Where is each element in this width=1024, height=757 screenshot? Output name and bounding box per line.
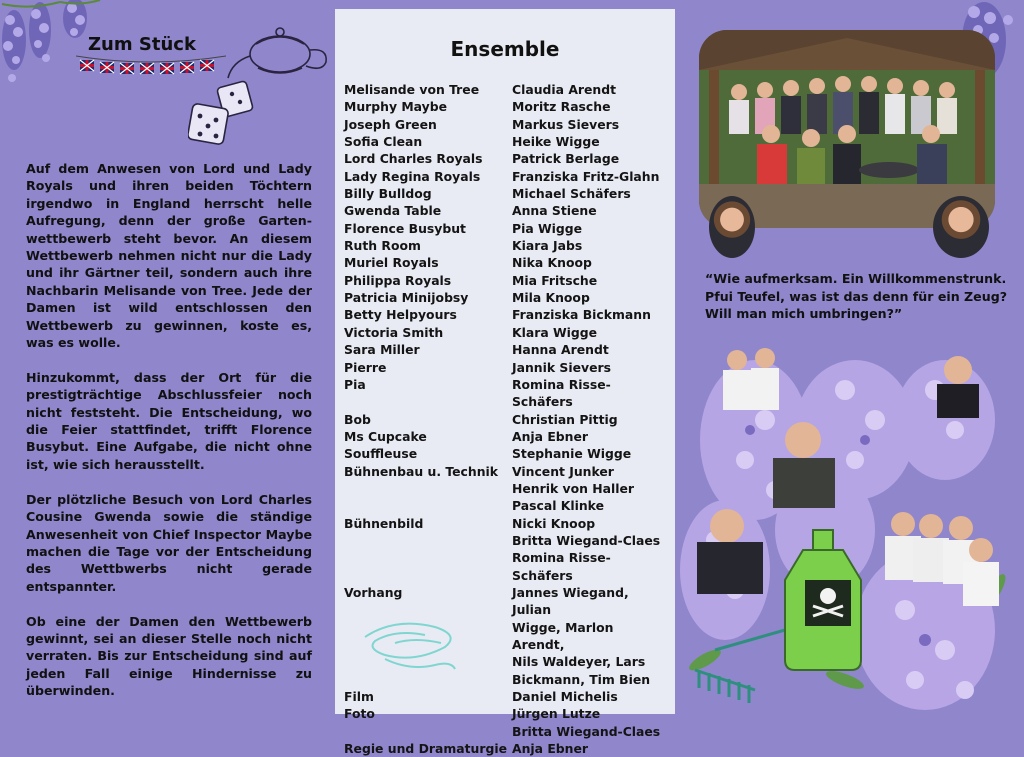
ensemble-row (344, 549, 662, 584)
ensemble-row (344, 168, 662, 185)
actor-name: Hanna Arendt (512, 342, 609, 358)
role-name: Florence Busybut (344, 220, 466, 236)
role-name: Philippa Royals (344, 272, 452, 288)
role-name: Patricia Minijobsy (344, 290, 469, 306)
ensemble-row (344, 411, 662, 428)
actor-name: Markus Sievers (512, 116, 620, 132)
ensemble-row (344, 515, 662, 532)
actor-name: Nicki Knoop (512, 515, 596, 531)
role-name: Muriel Royals (344, 255, 439, 271)
ensemble-row (344, 723, 662, 740)
role-name: Betty Helpyours (344, 307, 457, 323)
actor-name: Britta Wiegand-Claes (512, 532, 661, 548)
actor-name: Britta Wiegand-Claes (512, 723, 661, 739)
ensemble-row (344, 532, 662, 549)
ensemble-row (344, 220, 662, 237)
role-name: Bühnenbau u. Technik (344, 463, 499, 479)
actor-name: Romina Risse-Schäfers (512, 550, 611, 583)
role-name: Souffleuse (344, 446, 418, 462)
ensemble-row (344, 202, 662, 219)
actor-name: Anna Stiene (512, 203, 597, 219)
role-name: Joseph Green (344, 116, 437, 132)
role-name: Ruth Room (344, 238, 421, 254)
role-name: Sofia Clean (344, 134, 423, 150)
wisteria-collage-icon (675, 330, 1024, 724)
role-name: Bob (344, 411, 371, 427)
story-paragraph-3: Der plötzliche Besuch von Lord Charles Cousine Gwenda sowie die ständige Anwesenheit von Chief Inspector Maybe machen die Tage vor der Entscheidung des Wettbwerbs nicht gerade entspannter. (26, 491, 312, 594)
story-text (26, 160, 312, 717)
actor-name: Stephanie Wigge (512, 446, 632, 462)
actor-name: Henrik von Haller (512, 480, 634, 496)
right-column (675, 0, 1024, 724)
actor-name: Daniel Michelis (512, 689, 618, 705)
role-name (344, 723, 512, 740)
ensemble-row (344, 445, 662, 462)
role-name: Billy Bulldog (344, 186, 432, 202)
ensemble-row (344, 428, 662, 445)
actor-name: Klara Wigge (512, 324, 598, 340)
actor-name: Romina Risse-Schäfers (512, 376, 611, 410)
role-name: Lord Charles Royals (344, 151, 483, 167)
role-name: Murphy Maybe (344, 99, 448, 115)
ensemble-row (344, 272, 662, 289)
story-paragraph-1: Auf dem Anwesen von Lord und Lady Royals und ihren beiden Töchtern irgendwo in England herrscht helle Aufregung, denn der große Garten-wettbewerb steht bevor. An diesem Wettbewerb nehmen nicht nur die Lady und ihr Gärtner teil, sondern auch ihre Nachbarin Melisande von Tree. Jede der Damen ist wild entschlossen den Wettbewerb zu gewinnen, koste es, was es wolle. (26, 161, 312, 351)
role-name: Regie und Dramaturgie (344, 741, 508, 757)
ensemble-row (344, 289, 662, 306)
portrait-photo (709, 196, 755, 258)
role-name: Melisande von Tree (344, 82, 480, 97)
ensemble-row (344, 497, 662, 514)
role-name: Bühnenbild (344, 515, 424, 531)
ensemble-row (344, 98, 662, 115)
role-name: Gwenda Table (344, 203, 442, 219)
left-column (0, 0, 335, 724)
role-name: Sara Miller (344, 342, 420, 358)
ribbon-scribble-icon (355, 607, 465, 677)
ensemble-row (344, 740, 662, 757)
teapot-and-dice-icon (188, 22, 336, 150)
ensemble-panel (335, 9, 675, 757)
actor-name: Wigge, Marlon Arendt, (512, 619, 614, 652)
role-name: Film (344, 689, 374, 705)
actor-name: Bickmann, Tim Bien (512, 671, 651, 687)
actor-name: Franziska Bickmann (512, 307, 651, 323)
role-name (344, 480, 512, 497)
ensemble-row (344, 376, 662, 411)
ensemble-row (344, 341, 662, 358)
role-name: Vorhang (344, 584, 403, 600)
ensemble-row (344, 150, 662, 167)
ensemble-row (344, 254, 662, 271)
ensemble-row (344, 705, 662, 722)
actor-name: Mila Knoop (512, 290, 590, 306)
actor-name: Mia Fritsche (512, 272, 598, 288)
ensemble-row (344, 237, 662, 254)
ensemble-row (344, 359, 662, 376)
actor-name: Jannik Sievers (512, 359, 611, 375)
actor-name: Kiara Jabs (512, 238, 583, 254)
actor-name: Christian Pittig (512, 411, 618, 427)
ensemble-row (344, 116, 662, 133)
actor-name: Nika Knoop (512, 255, 592, 271)
role-name: Pierre (344, 359, 387, 375)
role-name: Victoria Smith (344, 324, 444, 340)
actor-name: Franziska Fritz-Glahn (512, 168, 660, 184)
actor-name: Anja Ebner (512, 741, 589, 757)
ensemble-row (344, 480, 662, 497)
actor-name: Patrick Berlage (512, 151, 620, 167)
story-paragraph-2: Hinzukommt, dass der Ort für die prestigträchtige Abschlussfeier noch nicht feststeht. Die Entscheidung, wo die Feier stattfindet, trifft Florence Busybut. Eine Aufgabe, die nicht ohne ist, wie sich herausstellt. (26, 369, 312, 472)
actor-name: Nils Waldeyer, Lars (512, 654, 646, 670)
ensemble-row (344, 133, 662, 150)
section-title: Zum Stück (88, 34, 196, 55)
actor-name: Anja Ebner (512, 428, 589, 444)
ensemble-title: Ensemble (450, 37, 560, 61)
actor-name: Heike Wigge (512, 134, 600, 150)
actor-name: Moritz Rasche (512, 99, 611, 115)
role-name: Ms Cupcake (344, 428, 427, 444)
role-name (344, 497, 512, 514)
role-name: Pia (344, 376, 366, 392)
ensemble-row (344, 688, 662, 705)
portrait-photo (933, 196, 989, 258)
actor-name: Jürgen Lutze (512, 706, 601, 722)
quote-text: “Wie aufmerksam. Ein Willkommenstrunk. Pfui Teufel, was ist das denn für ein Zeug? Will man mich umbringen?” (705, 271, 1008, 321)
ensemble-row (344, 185, 662, 202)
ensemble-row (344, 306, 662, 323)
role-name (344, 549, 512, 584)
actor-name: Michael Schäfers (512, 186, 631, 202)
actor-name: Vincent Junker (512, 463, 614, 479)
actor-name: Claudia Arendt (512, 82, 617, 97)
role-name: Lady Regina Royals (344, 168, 481, 184)
actor-name: Pascal Klinke (512, 498, 604, 514)
role-name: Foto (344, 706, 375, 722)
actor-name: Pia Wigge (512, 220, 583, 236)
ensemble-row (344, 463, 662, 480)
ensemble-row (344, 81, 662, 98)
actor-name: Jannes Wiegand, Julian (512, 584, 629, 618)
story-paragraph-4: Ob eine der Damen den Wettbewerb gewinnt, sei an dieser Stelle noch nicht verraten. Bis zur Entscheidung sind auf jeden Fall einige Hindernisse zu überwinden. (26, 613, 312, 699)
role-name (344, 532, 512, 549)
ensemble-row (344, 324, 662, 341)
